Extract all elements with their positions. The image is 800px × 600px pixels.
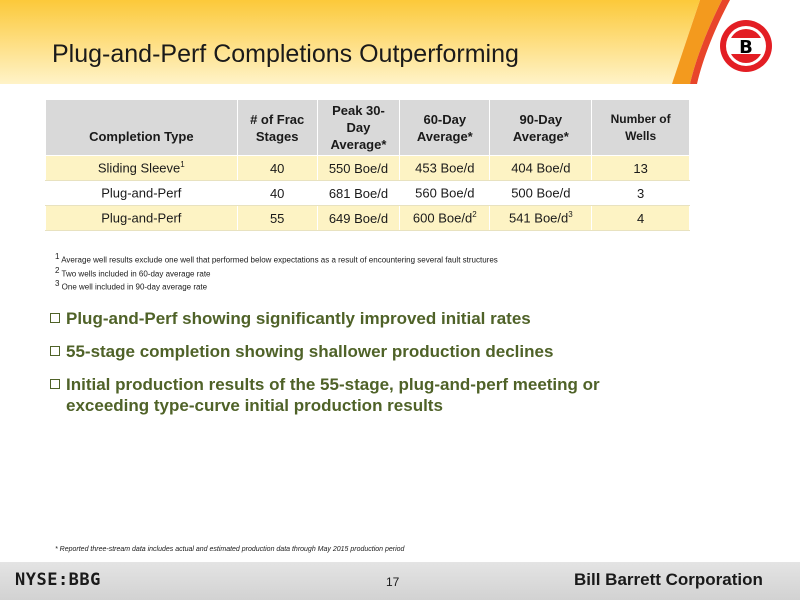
table-cell: 681 Boe/d bbox=[317, 181, 399, 206]
table-cell: Plug-and-Perf bbox=[46, 181, 238, 206]
checkbox-bullet-icon bbox=[50, 379, 60, 389]
column-header: 90-Day Average* bbox=[490, 100, 592, 156]
page-number: 17 bbox=[386, 575, 400, 589]
table-cell: Plug-and-Perf bbox=[46, 206, 238, 231]
checkbox-bullet-icon bbox=[50, 346, 60, 356]
company-name: Bill Barrett Corporation bbox=[574, 570, 763, 589]
table-cell: 649 Boe/d bbox=[317, 206, 399, 231]
table-cell: 600 Boe/$d^2$ bbox=[400, 206, 490, 231]
reported-data-note: * Reported three-stream data includes actual and estimated production data through May 2015 production period bbox=[55, 546, 405, 553]
table-cell: Sliding Sleeve$^1$ bbox=[46, 156, 238, 181]
table-footnotes bbox=[55, 252, 498, 293]
table-row bbox=[46, 156, 690, 181]
checkbox-bullet-icon bbox=[50, 313, 60, 323]
bullet-text: Initial production results of the 55-stage, plug-and-perf meeting or exceeding type-curve initial production results bbox=[66, 375, 600, 415]
column-header: 60-Day Average* bbox=[400, 100, 490, 156]
column-header: Peak 30-Day Average* bbox=[317, 100, 399, 156]
column-header: # of Frac Stages bbox=[237, 100, 317, 156]
table-cell: 4 bbox=[592, 206, 690, 231]
column-header: Completion Type bbox=[46, 100, 238, 156]
table-cell: 55 bbox=[237, 206, 317, 231]
table-cell: 3 bbox=[592, 181, 690, 206]
bullet-text: 55-stage completion showing shallower production declines bbox=[66, 342, 554, 361]
table-cell: 453 Boe/d bbox=[400, 156, 490, 181]
table-cell: 40 bbox=[237, 181, 317, 206]
table-cell: 404 Boe/d bbox=[490, 156, 592, 181]
column-header: Number of Wells bbox=[592, 100, 690, 156]
bullet-item bbox=[50, 308, 770, 329]
bullet-item bbox=[50, 341, 770, 362]
logo-letter: B bbox=[739, 37, 753, 58]
completion-results-table bbox=[45, 99, 690, 231]
footnote: $^1$ Average well results exclude one well that performed below expectations as a result of encountering several fault structures bbox=[55, 252, 498, 265]
table-row bbox=[46, 181, 690, 206]
bullet-list bbox=[50, 308, 770, 428]
table-cell: 500 Boe/d bbox=[490, 181, 592, 206]
table-cell: 40 bbox=[237, 156, 317, 181]
bullet-item bbox=[50, 374, 770, 416]
company-logo-icon bbox=[718, 18, 774, 74]
table-cell: 560 Boe/d bbox=[400, 181, 490, 206]
footnote: $^2$ Two wells included in 60-day average rate bbox=[55, 265, 211, 279]
bullet-text: Plug-and-Perf showing significantly improved initial rates bbox=[66, 309, 531, 328]
table-cell: 541 Boe/$d^3$ bbox=[490, 206, 592, 231]
stock-ticker: NYSE:BBG bbox=[15, 570, 101, 590]
table-header-row bbox=[46, 100, 690, 156]
footnote: $^3$ One well included in 90-day average rate bbox=[55, 279, 208, 292]
table-cell: 550 Boe/d bbox=[317, 156, 399, 181]
table-cell: 13 bbox=[592, 156, 690, 181]
slide-title: Plug-and-Perf Completions Outperforming bbox=[52, 40, 519, 68]
table-row bbox=[46, 206, 690, 231]
